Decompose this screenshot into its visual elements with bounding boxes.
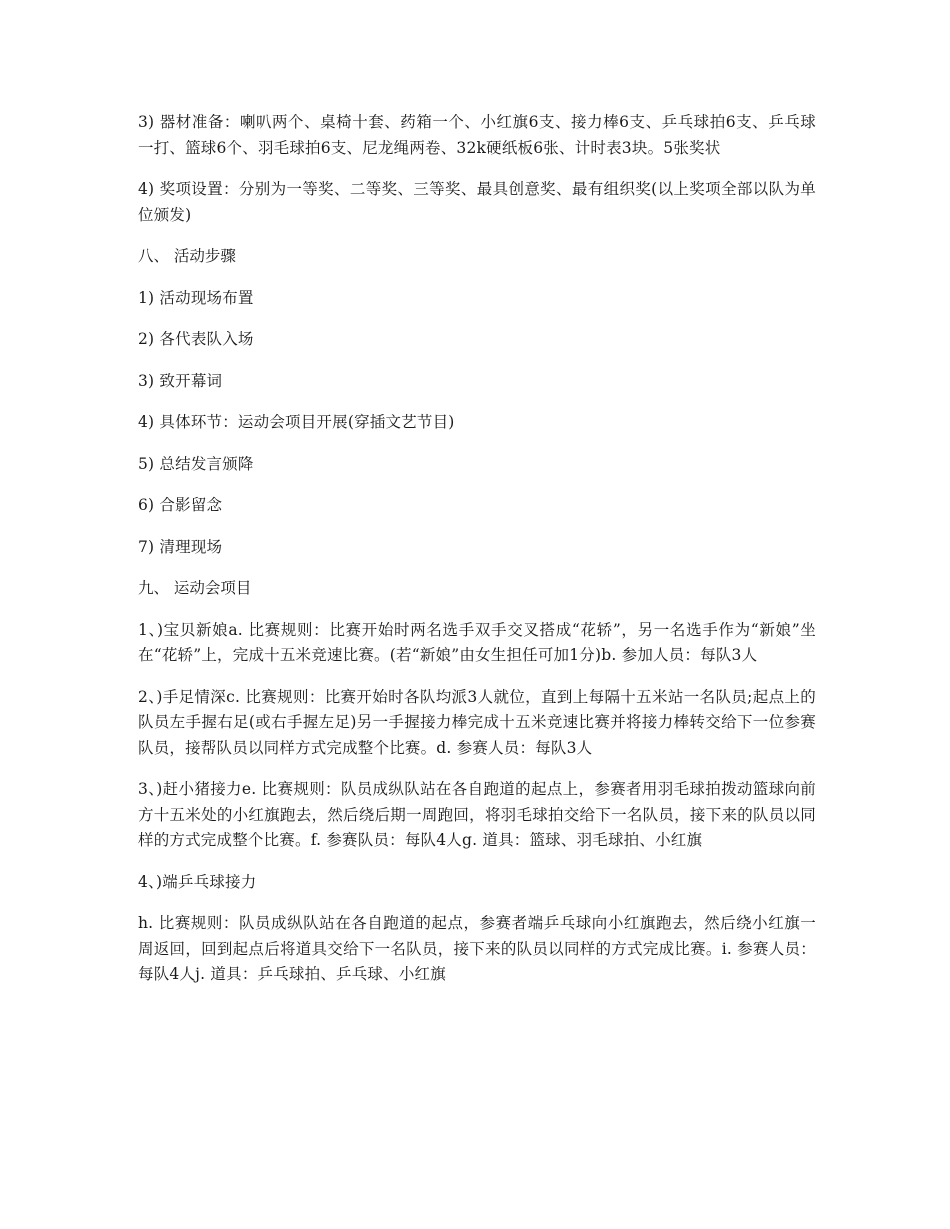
step-item: 6) 合影留念 — [138, 496, 223, 514]
section-heading-steps: 八、 活动步骤 — [138, 247, 236, 265]
equipment-paragraph: 3) 器材准备：喇叭两个、桌椅十套、药箱一个、小红旗6支、接力棒6支、乒乓球拍6支、乒乓球一打、篮球6个、羽毛球拍6支、尼龙绳两卷、32k硬纸板6张、计时表3块。5张奖状 — [138, 113, 816, 157]
event-item: 2、)手足情深c. 比赛规则：比赛开始时各队均派3人就位，直到上每隔十五米站一名队员;起点上的队员左手握右足(或右手握左足)另一手握接力棒完成十五米竞速比赛并将接力棒转交给下一位参赛队员，接帮队员以同样方式完成整个比赛。d. 参赛人员：每队3人 — [138, 687, 816, 757]
event-item: 4、)端乒乓球接力 — [138, 872, 257, 891]
event-item: 1、)宝贝新娘a. 比赛规则：比赛开始时两名选手双手交叉搭成“花轿”，另一名选手作为“新娘”坐在“花轿”上，完成十五米竞速比赛。(若“新娘”由女生担任可加1分)b. 参加人员：每队3人 — [138, 620, 816, 664]
step-item: 1) 活动现场布置 — [138, 288, 254, 307]
step-item: 4) 具体环节：运动会项目开展(穿插文艺节目) — [138, 413, 455, 431]
step-item: 3) 致开幕词 — [138, 371, 223, 390]
event-rules: h. 比赛规则：队员成纵队站在各自跑道的起点，参赛者端乒乓球向小红旗跑去，然后绕小红旗一周返回，回到起点后将道具交给下一名队员，接下来的队员以同样的方式完成比赛。i. 参赛人员：每队4人j. 道具：乒乓球拍、乒乓球、小红旗 — [138, 914, 816, 983]
awards-paragraph: 4) 奖项设置：分别为一等奖、二等奖、三等奖、最具创意奖、最有组织奖(以上奖项全部以队为单位颁发) — [138, 180, 816, 224]
event-item: 3、)赶小猪接力e. 比赛规则：队员成纵队站在各自跑道的起点上，参赛者用羽毛球拍拨动篮球向前方十五米处的小红旗跑去，然后绕后期一周跑回，将羽毛球拍交给下一名队员，接下来的队员以同样的方式完成整个比赛。f. 参赛队员：每队4人g. 道具：篮球、羽毛球拍、小红旗 — [138, 780, 816, 849]
step-item: 2) 各代表队入场 — [138, 330, 254, 348]
section-heading-events: 九、 运动会项目 — [138, 579, 252, 597]
step-item: 7) 清理现场 — [138, 537, 223, 556]
step-item: 5) 总结发言颁降 — [138, 454, 254, 473]
document-page — [138, 110, 816, 1004]
